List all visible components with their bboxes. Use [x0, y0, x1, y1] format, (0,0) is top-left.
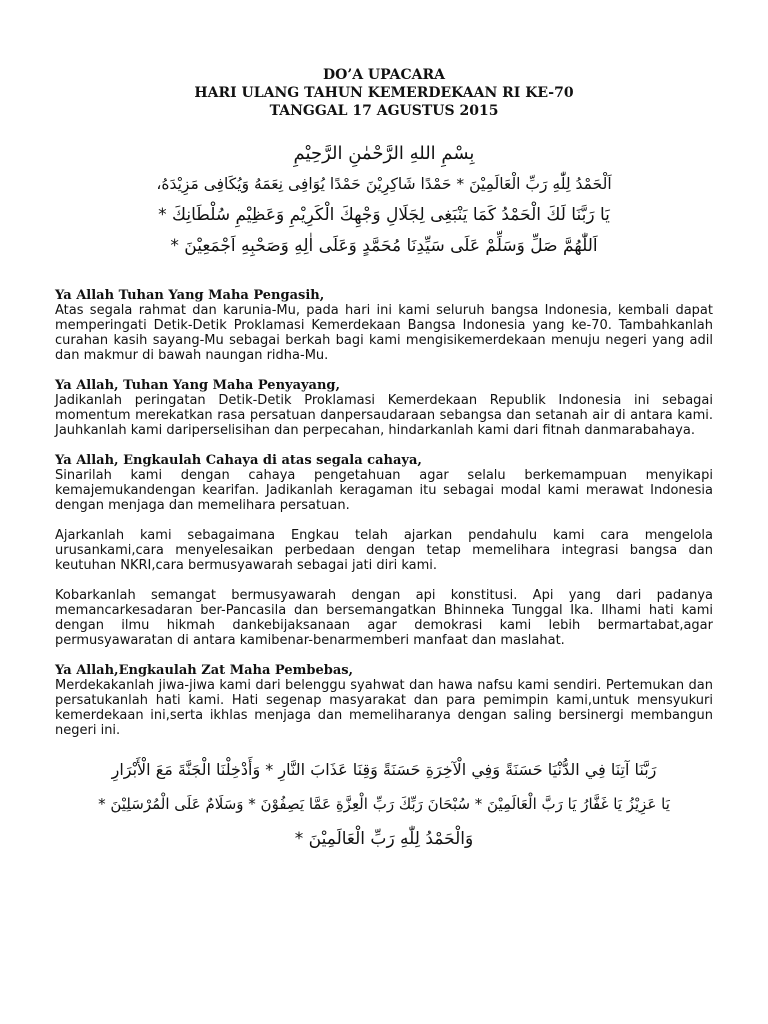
prayer-paragraph	[55, 528, 713, 573]
paragraph-heading: Ya Allah Tuhan Yang Maha Pengasih,	[55, 288, 325, 303]
arabic-closing-line: يَا عَزِيْزُ يَا غَفَّارُ يَا رَبَّ الْعَالَمِيْنَ * سُبْحَانَ رَبِّكَ رَبِّ الْعِزَّةِ عَمَّا يَصِفُوْنَ * وَسَلَامٌ عَلَى الْمُرْسَلِيْنَ *	[98, 795, 670, 813]
arabic-opening-line: يَا رَبَّنَا لَكَ الْحَمْدُ كَمَا يَنْبَغِى لِجَلَالِ وَجْهِكَ الْكَرِيْمِ وَعَظِيْمِ سُلْطَانِكَ *	[158, 205, 610, 225]
paragraph-text: Merdekakanlah jiwa-jiwa kami dari belenggu syahwat dan hawa nafsu kami sendiri. Pertemukan dan persatukanlah hati kami. Hati segenap masyarakat dan para pemimpin kami,untuk mensyukuri kemerdekaan ini,serta ikhlas menjaga dan memeliharanya dengan saling bersinergi membangun negeri ini.	[55, 678, 713, 738]
paragraph-text: Sinarilah kami dengan cahaya pengetahuan agar selalu berkemampuan menyikapi kemajemukandengan kearifan. Jadikanlah keragaman itu sebagai modal kami merawat Indonesia dengan menjaga dan memelihara persatuan.	[55, 468, 713, 513]
paragraph-heading: Ya Allah, Engkaulah Cahaya di atas segala cahaya,	[55, 453, 422, 468]
arabic-opening-line: اَللّٰهُمَّ صَلِّ وَسَلِّمْ عَلَى سَيِّدِنَا مُحَمَّدٍ وَعَلَى اٰلِهِ وَصَحْبِهِ اَجْمَعِيْنَ *	[170, 236, 598, 256]
paragraph-heading: Ya Allah, Tuhan Yang Maha Penyayang,	[55, 378, 341, 393]
paragraph-text: Kobarkanlah semangat bermusyawarah dengan api konstitusi. Api yang dari padanya memancarkesadaran ber-Pancasila dan bersemangatkan Bhinneka Tunggal Ika. Ilhami hati kami dengan ilmu hikmah dankebijaksanaan agar demokrasi kami lebih bermartabat,agar permusyawaratan di antara kamibenar-benarmemberi manfaat dan maslahat.	[55, 588, 713, 648]
arabic-opening-line: اَلْحَمْدُ لِلّٰهِ رَبِّ الْعَالَمِيْنَ * حَمْدًا شَاكِرِيْنَ حَمْدًا يُوَافِى نِعَمَهُ وَيُكَافِى مَزِيْدَهُ،	[156, 175, 612, 193]
title-line-1: DO’A UPACARA	[322, 67, 446, 83]
paragraph-text: Jadikanlah peringatan Detik-Detik Proklamasi Kemerdekaan Republik Indonesia ini sebagai momentum merekatkan rasa persatuan danpersaudaraan sebangsa dan setanah air di antara kami. Jauhkanlah kami dariperselisihan dan perpecahan, hindarkanlah kami dari fitnah danmarabahaya.	[55, 393, 713, 438]
prayer-paragraph	[55, 378, 713, 438]
paragraph-text: Ajarkanlah kami sebagaimana Engkau telah ajarkan pendahulu kami cara mengelola urusankami,cara menyelesaikan perbedaan dengan tetap memelihara integrasi bangsa dan keutuhan NKRI,cara bermusyawarah sebagai jati diri kami.	[55, 528, 713, 573]
arabic-closing-line: رَبَّنَا آتِنَا فِي الدُّنْيَا حَسَنَةً وَفِي الْآخِرَةِ حَسَنَةً وَقِنَا عَذَابَ النَّارِ * وَأَدْخِلْنَا الْجَنَّةَ مَعَ الْأَبْرَارِ	[111, 760, 657, 779]
prayer-paragraph	[55, 588, 713, 648]
prayer-paragraph	[55, 663, 713, 738]
prayer-paragraph	[55, 288, 713, 363]
arabic-basmalah: بِسْمِ اللهِ الرَّحْمٰنِ الرَّحِيْمِ	[293, 143, 475, 164]
prayer-paragraph	[55, 453, 713, 513]
document-title	[55, 66, 713, 120]
arabic-closing-prayer	[55, 752, 713, 857]
paragraph-heading: Ya Allah,Engkaulah Zat Maha Pembebas,	[55, 663, 354, 678]
title-line-3: TANGGAL 17 AGUSTUS 2015	[269, 103, 499, 119]
arabic-closing-line: وَالْحَمْدُ لِلّٰهِ رَبِّ الْعَالَمِيْنَ *	[294, 829, 474, 849]
paragraph-text: Atas segala rahmat dan karunia-Mu, pada hari ini kami seluruh bangsa Indonesia, kembali dapat memperingati Detik-Detik Proklamasi Kemerdekaan Bangsa Indonesia yang ke-70. Tambahkanlah curahan kasih sayang-Mu sebagai berkah bagi kami mengisikemerdekaan menuju negeri yang adil dan makmur di bawah naungan ridha-Mu.	[55, 303, 713, 363]
prayer-body	[55, 288, 713, 738]
arabic-opening-prayer	[55, 138, 713, 262]
title-line-2: HARI ULANG TAHUN KEMERDEKAAN RI KE-70	[194, 85, 574, 101]
